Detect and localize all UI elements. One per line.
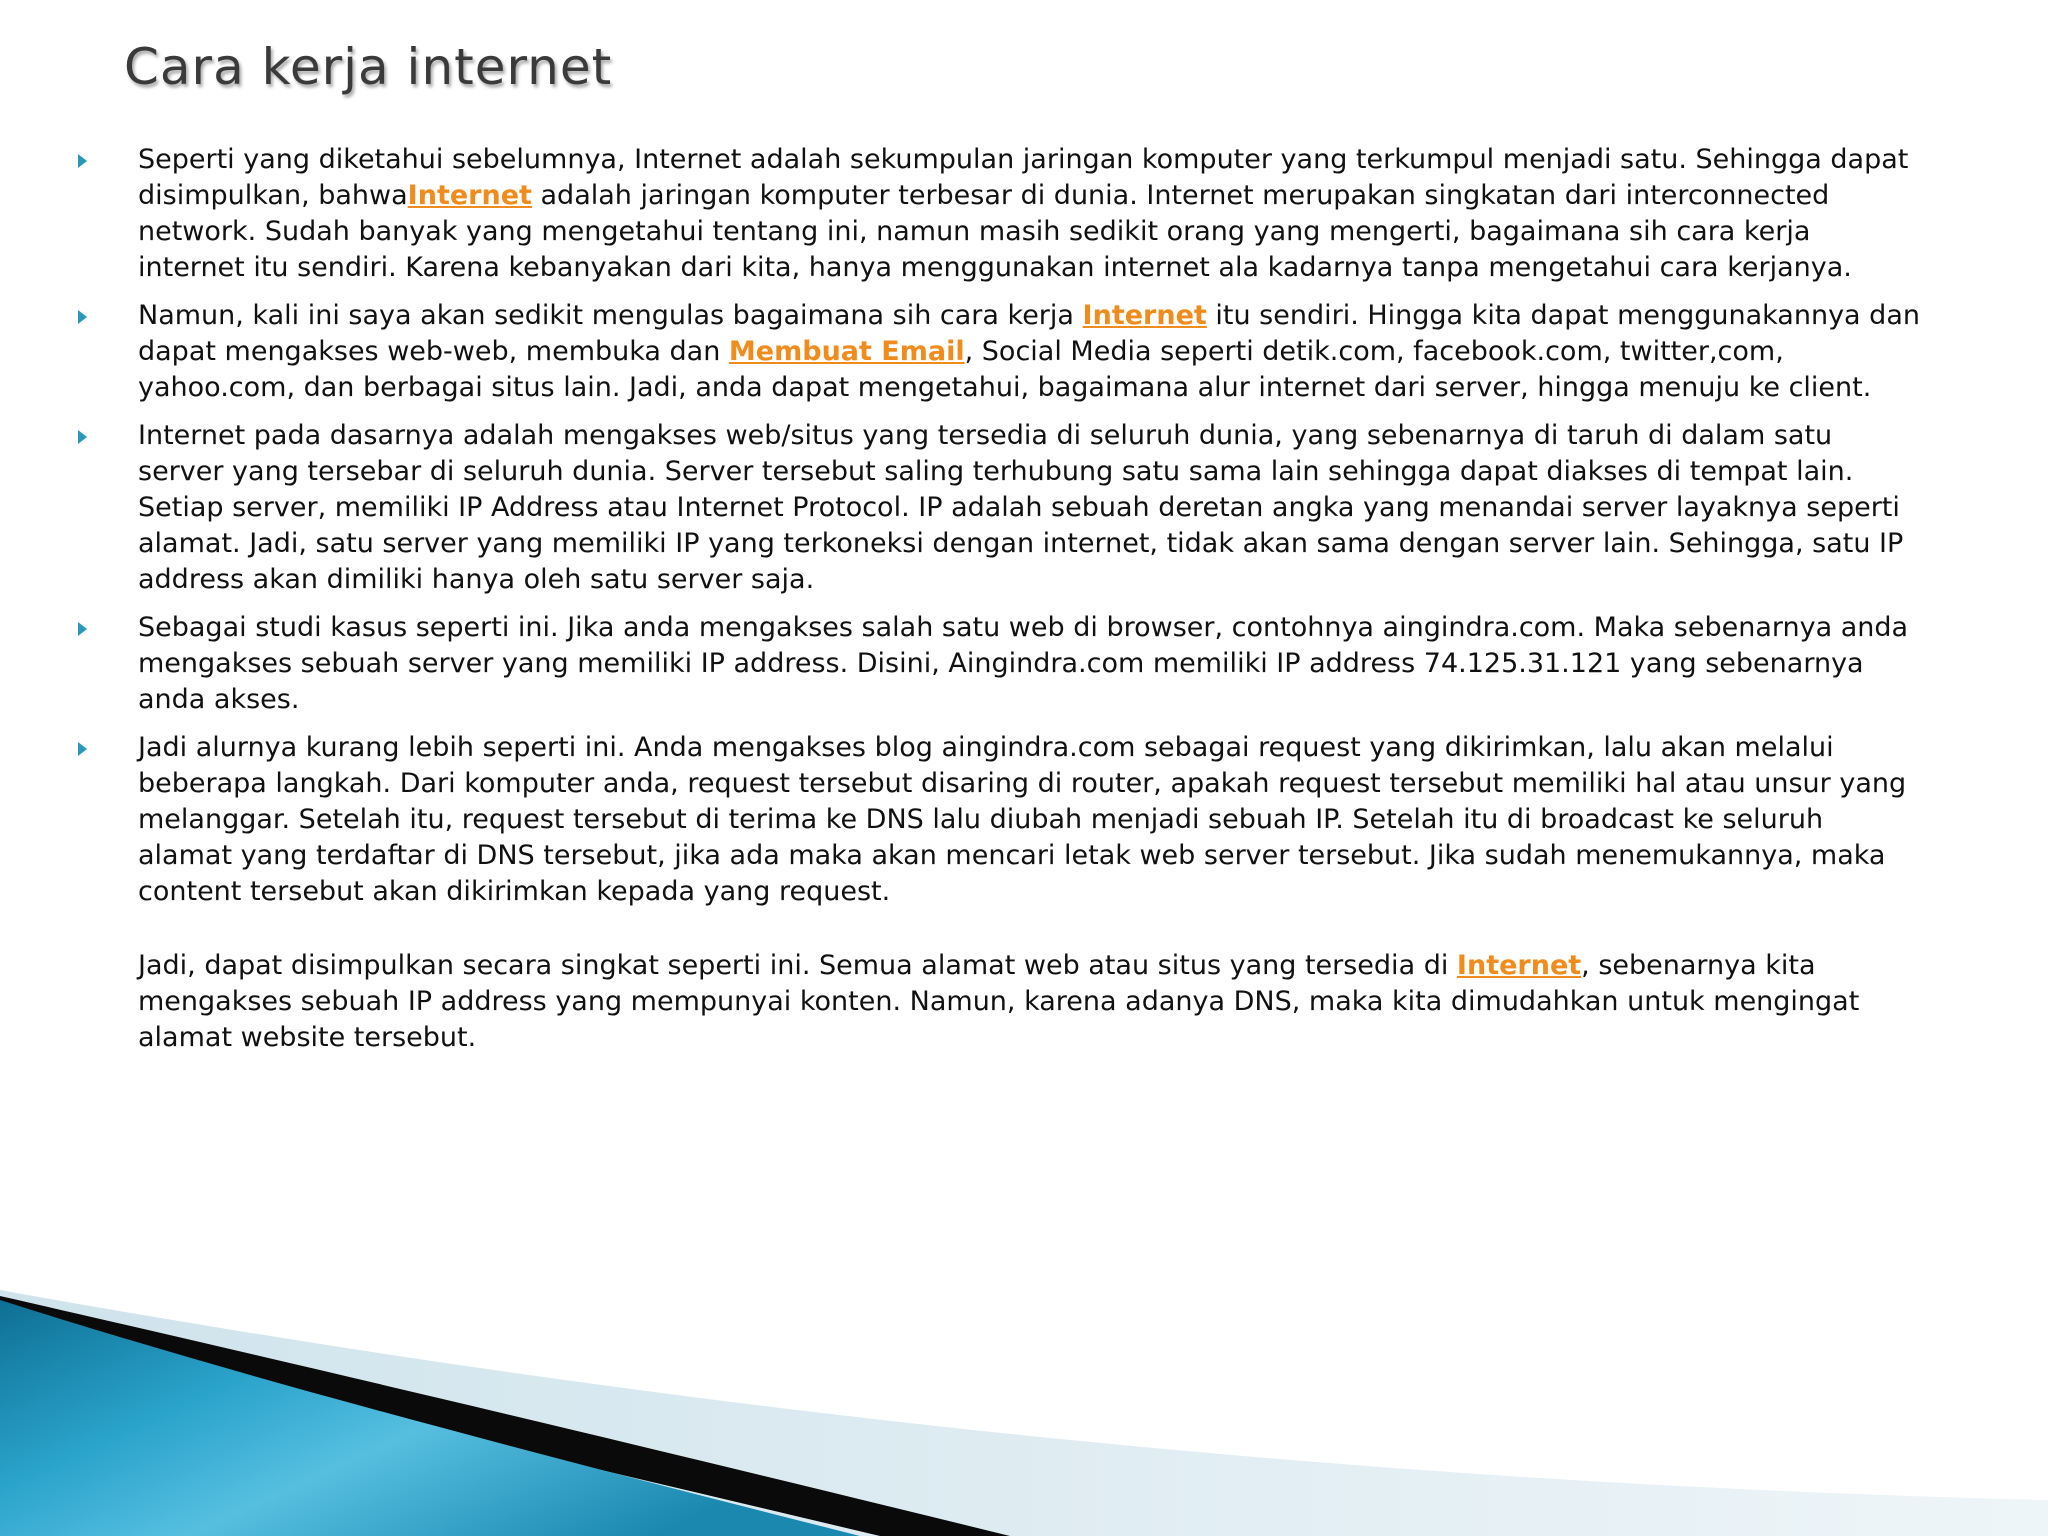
text-run: , sebenarnya kita mengakses sebuah IP address yang mempunyai konten. Namun, karena adanya DNS, maka kita dimudahkan untuk mengingat alamat website tersebut. (138, 950, 1860, 1053)
text-run: itu sendiri. Hingga kita dapat menggunakannya dan dapat mengakses web-web, membuka dan (138, 300, 1920, 367)
bullet-item (70, 142, 2030, 286)
bullet-item (70, 418, 2030, 598)
hyperlink[interactable]: Internet (407, 180, 532, 211)
text-run: adalah jaringan komputer terbesar di dunia. Internet merupakan singkatan dari interconnected network. Sudah banyak yang mengetahui tentang ini, namun masih sedikit orang yang mengerti, bagaimana sih cara kerja internet itu sendiri. Karena kebanyakan dari kita, hanya menggunakan internet ala kadarnya tanpa mengetahui cara kerjanya. (138, 180, 1852, 283)
bullet-item (70, 948, 2030, 1056)
text-run: Seperti yang diketahui sebelumnya, Internet adalah sekumpulan jaringan komputer yang terkumpul menjadi satu. Sehingga dapat disimpulkan, bahwa (138, 144, 1909, 211)
text-run: Internet pada dasarnya adalah mengakses web/situs yang tersedia di seluruh dunia, yang sebenarnya di taruh di dalam satu server yang tersebar di seluruh dunia. Server tersebut saling terhubung satu sama lain sehingga dapat diakses di tempat lain. Setiap server, memiliki IP Address atau Internet Protocol. IP adalah sebuah deretan angka yang menandai server layaknya seperti alamat. Jadi, satu server yang memiliki IP yang terkoneksi dengan internet, tidak akan sama dengan server lain. Sehingga, satu IP address akan dimiliki hanya oleh satu server saja. (138, 420, 1904, 595)
bullet-arrow-icon (78, 622, 87, 636)
text-run: Sebagai studi kasus seperti ini. Jika anda mengakses salah satu web di browser, contohnya aingindra.com. Maka sebenarnya anda mengakses sebuah server yang memiliki IP address. Disini, Aingindra.com memiliki IP address 74.125.31.121 yang sebenarnya anda akses. (138, 612, 1909, 715)
bullet-arrow-icon (78, 154, 87, 168)
paragraph-text (138, 948, 2030, 1056)
bullet-item (70, 610, 2030, 718)
paragraph-text (138, 298, 2030, 406)
paragraph-text (138, 610, 2030, 718)
paragraph-text (138, 418, 2030, 598)
hyperlink[interactable]: Internet (1456, 950, 1582, 981)
bullet-arrow-icon (78, 310, 87, 324)
paragraph-text (138, 142, 2030, 286)
bullet-arrow-icon (78, 742, 87, 756)
slide-title: Cara kerja internet (124, 38, 613, 96)
bullet-list (70, 142, 2030, 1068)
bullet-item (70, 730, 2030, 910)
bullet-item (70, 298, 2030, 406)
text-run: , Social Media seperti detik.com, facebook.com, twitter,com, yahoo.com, dan berbagai situs lain. Jadi, anda dapat mengetahui, bagaimana alur internet dari server, hingga menuju ke client. (138, 336, 1872, 403)
paragraph-text (138, 730, 2030, 910)
text-run: Namun, kali ini saya akan sedikit mengulas bagaimana sih cara kerja (138, 300, 1083, 331)
hyperlink[interactable]: Membuat Email (728, 336, 965, 367)
text-run: Jadi alurnya kurang lebih seperti ini. Anda mengakses blog aingindra.com sebagai request yang dikirimkan, lalu akan melalui beberapa langkah. Dari komputer anda, request tersebut disaring di router, apakah request tersebut memiliki hal atau unsur yang melanggar. Setelah itu, request tersebut di terima ke DNS lalu diubah menjadi sebuah IP. Setelah itu di broadcast ke seluruh alamat yang terdaftar di DNS tersebut, jika ada maka akan mencari letak web server tersebut. Jika sudah menemukannya, maka content tersebut akan dikirimkan kepada yang request. (138, 732, 1907, 907)
bullet-arrow-icon (78, 430, 87, 444)
hyperlink[interactable]: Internet (1082, 300, 1207, 331)
text-run: Jadi, dapat disimpulkan secara singkat seperti ini. Semua alamat web atau situs yang tersedia di (138, 950, 1457, 981)
